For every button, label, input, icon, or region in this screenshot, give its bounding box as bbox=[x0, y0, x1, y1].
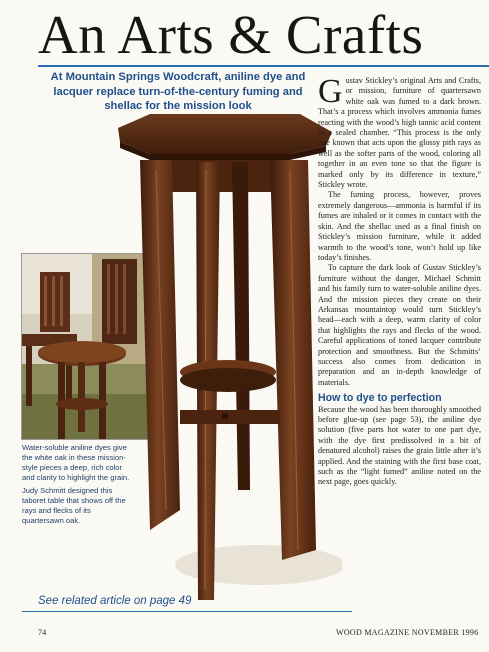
body-paragraph-3: To capture the dark look of Gustav Stickley’s furniture without the danger, Michael Schmitt and his family turn to water-soluble aniline dyes. And the mission pieces they create on their Arkansas mountaintop would turn Stickley’s head—each with a deep, warm clarity of color that highlights the rays and flecks of the wood. Careful applications of toned lacquer contribute protection and smoothness. But the Schmitts’ success also comes from dedication in preparation and an in-depth knowledge of materials. bbox=[318, 263, 481, 387]
photo-caption-taboret: Judy Schmitt designed this taboret table that shows off the rays and flecks of its quartersawn oak. bbox=[22, 486, 126, 525]
body-paragraph-1: Gustav Stickley’s original Arts and Crafts, or mission, furniture of quartersawn white oak was fumed to a dark brown. That’s a process which involves ammonia fumes reacting with the wood’s high tannic acid content in a sealed chamber. “This process is the only one known that acts upon the glossy pith rays as well as the softer parts of the wood, coloring all together in an even tone so that the figure is marked only by its difference in texture,” Stickley wrote. bbox=[318, 73, 481, 190]
article-deck: At Mountain Springs Woodcraft, aniline dye and lacquer replace turn-of-the-century fuming and shellac for the mission look bbox=[50, 71, 306, 112]
title-rule bbox=[38, 65, 489, 67]
article-title: An Arts & Crafts bbox=[38, 4, 424, 65]
body-paragraph-2: The fuming process, however, proves extremely dangerous—ammonia is harmful if its fumes are inhaled or it comes in contact with the skin. And the shellac used as a final finish on Stickley’s mission furniture, while it added warmth to the wood’s tone, won’t hold up like today’s finishes. bbox=[318, 190, 481, 262]
see-related-link[interactable]: See related article on page 49 bbox=[38, 595, 192, 607]
section-subhead: How to dye to perfection bbox=[318, 392, 442, 405]
photo-caption-dyes: Water-soluble aniline dyes give the white oak in these mission-style pieces a deep, rich color and clarity to highlight the grain. bbox=[22, 443, 130, 482]
publication-folio: WOOD MAGAZINE NOVEMBER 1996 bbox=[336, 628, 479, 637]
bottom-rule bbox=[22, 611, 352, 612]
body-paragraph-4: Because the wood has been thoroughly smoothed before glue-up (see page 53), the aniline dye solution (five parts hot water to one part dye, with the dye first predissolved in a bit of denatured alcohol) raises the grain little after it’s applied. And the staining with the first base coat, such as the “light fumed” aniline noted on the next page, goes quickly. bbox=[318, 404, 481, 487]
drop-cap: G bbox=[318, 73, 343, 110]
taboret-table-photo bbox=[110, 110, 342, 600]
article-body bbox=[318, 73, 481, 488]
page-number: 74 bbox=[38, 628, 47, 637]
